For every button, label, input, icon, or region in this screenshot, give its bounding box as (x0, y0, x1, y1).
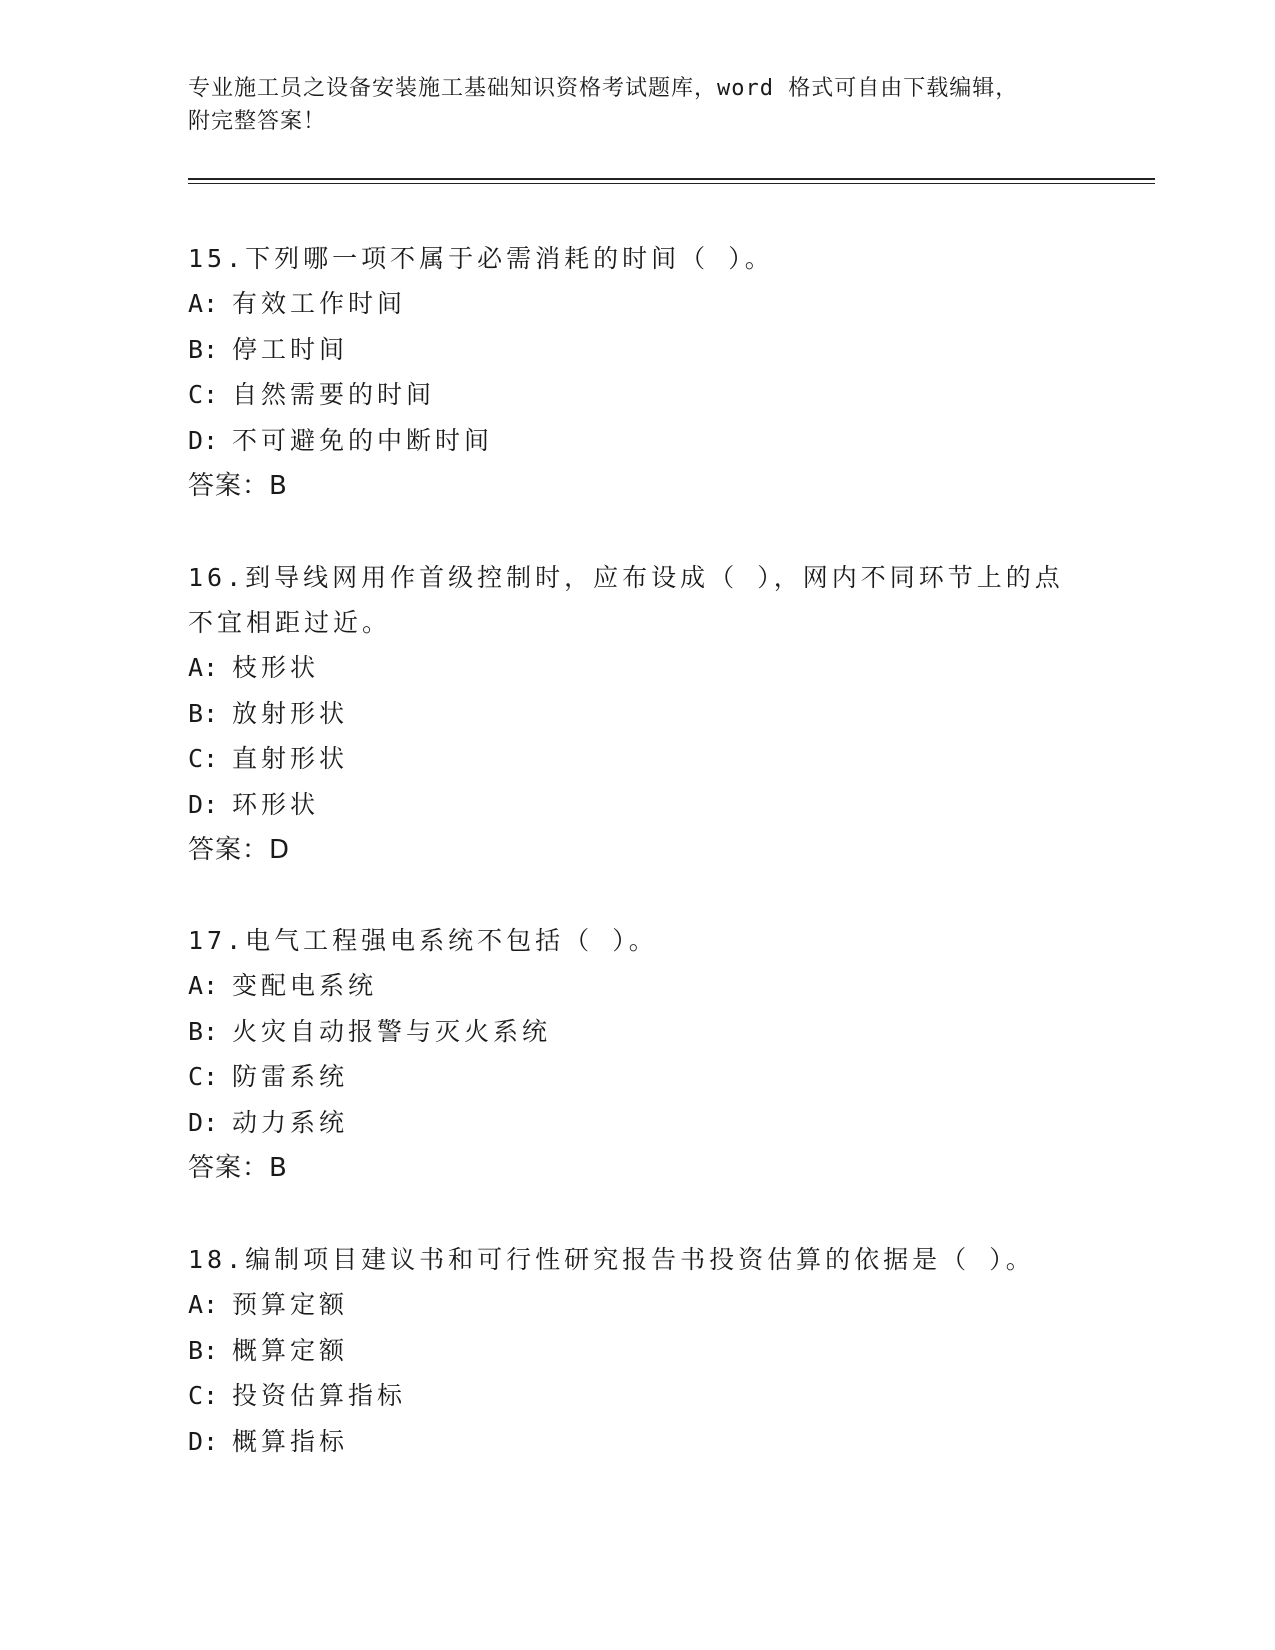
option-a (188, 1282, 1088, 1328)
option-c (188, 1373, 1088, 1419)
option-text: 火灾自动报警与灭火系统 (232, 1016, 552, 1046)
header-divider-thin (188, 183, 1155, 184)
option-d (188, 782, 1088, 828)
option-text: 环形状 (232, 789, 320, 819)
option-letter: B: (188, 698, 219, 728)
option-letter: C: (188, 1062, 219, 1091)
header-line-1: 专业施工员之设备安装施工基础知识资格考试题库，word 格式可自由下载编辑， (188, 76, 1019, 101)
option-letter: D: (188, 1426, 219, 1456)
option-a (188, 645, 1088, 691)
option-text: 枝形状 (232, 653, 320, 682)
answer-line: 答案：B (188, 471, 288, 501)
answer-line: 答案：B (188, 1153, 288, 1183)
answer-line: 答案：D (188, 835, 291, 865)
option-text: 动力系统 (232, 1107, 349, 1137)
option-a (188, 281, 1088, 327)
option-c (188, 372, 1088, 418)
document-header (188, 72, 1088, 138)
option-letter: C: (188, 380, 219, 409)
option-letter: B: (188, 1016, 219, 1046)
option-text: 概算指标 (232, 1426, 349, 1456)
option-d (188, 418, 1088, 464)
option-text: 概算定额 (232, 1335, 349, 1365)
option-text: 放射形状 (232, 698, 349, 728)
option-c (188, 1054, 1088, 1100)
option-b (188, 1009, 1088, 1055)
header-divider-thick (188, 178, 1155, 180)
option-text: 停工时间 (232, 334, 349, 364)
option-c (188, 736, 1088, 782)
option-text: 直射形状 (232, 744, 349, 773)
option-letter: D: (188, 789, 219, 819)
option-text: 自然需要的时间 (232, 380, 436, 409)
option-text: 预算定额 (232, 1290, 349, 1319)
option-letter: B: (188, 334, 219, 364)
option-d (188, 1100, 1088, 1146)
question-stem: 17.电气工程强电系统不包括（ ）。 (188, 926, 658, 955)
question-stem: 16.到导线网用作首级控制时，应布设成（ ），网内不同环节上的点 (188, 563, 1064, 592)
option-a (188, 963, 1088, 1009)
option-letter: B: (188, 1335, 219, 1365)
question-stem: 15.下列哪一项不属于必需消耗的时间（ ）。 (188, 244, 774, 273)
question-stem: 18.编制项目建议书和可行性研究报告书投资估算的依据是（ ）。 (188, 1245, 1035, 1274)
question-15 (188, 236, 1088, 509)
option-letter: D: (188, 425, 219, 455)
option-text: 不可避免的中断时间 (232, 425, 494, 455)
option-text: 有效工作时间 (232, 289, 407, 318)
question-stem-continued: 不宜相距过近。 (188, 608, 392, 637)
option-b (188, 1328, 1088, 1374)
option-d (188, 1419, 1088, 1465)
option-letter: C: (188, 744, 219, 773)
question-16 (188, 555, 1088, 873)
option-letter: A: (188, 289, 219, 318)
option-text: 防雷系统 (232, 1062, 349, 1091)
question-17 (188, 918, 1088, 1191)
question-18 (188, 1237, 1088, 1464)
option-b (188, 691, 1088, 737)
option-b (188, 327, 1088, 373)
option-letter: A: (188, 971, 219, 1000)
option-letter: D: (188, 1107, 219, 1137)
option-letter: C: (188, 1381, 219, 1410)
option-text: 投资估算指标 (232, 1381, 407, 1410)
option-letter: A: (188, 1290, 219, 1319)
option-text: 变配电系统 (232, 971, 378, 1000)
option-letter: A: (188, 653, 219, 682)
header-line-2: 附完整答案！ (188, 109, 327, 134)
